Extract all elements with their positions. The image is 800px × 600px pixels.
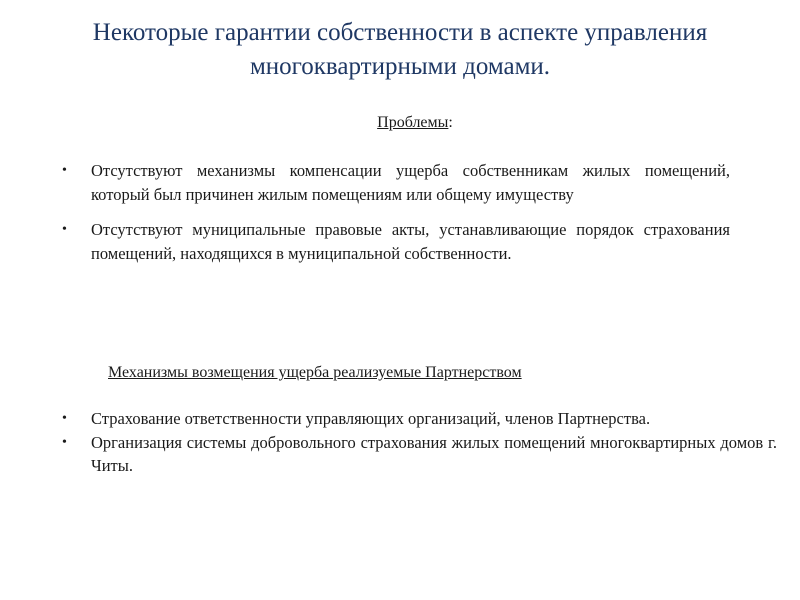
problems-list (62, 159, 730, 265)
mechanism-item (62, 431, 777, 478)
problem-item-text: Отсутствуют механизмы компенсации ущерба собственникам жилых помещений, который был причинен жилым помещениям или общему имуществу (91, 161, 730, 204)
problems-heading (0, 113, 800, 133)
bullet-icon: • (62, 411, 67, 426)
problem-item (62, 218, 730, 265)
mechanism-item-text: Страхование ответственности управляющих организаций, членов Партнерства. (91, 409, 651, 428)
mechanism-item-text: Организация системы добровольного страхования жилых помещений многоквартирных домов г. Читы. (91, 432, 777, 475)
mechanism-item (62, 407, 777, 431)
mechanisms-heading (108, 363, 522, 383)
problem-item-text: Отсутствуют муниципальные правовые акты, устанавливающие порядок страхования помещений, находящихся в муниципальной собственности. (91, 220, 730, 263)
slide-title: Некоторые гарантии собственности в аспекте управления многоквартирными домами. (92, 19, 708, 80)
bullet-icon: • (62, 434, 67, 450)
problems-heading-colon: : (448, 114, 453, 131)
mechanisms-heading-text: Механизмы возмещения ущерба реализуемые Партнерством (108, 364, 522, 381)
mechanisms-list (62, 407, 777, 478)
bullet-icon: • (62, 222, 67, 237)
problems-heading-text: Проблемы (377, 114, 449, 131)
bullet-icon: • (62, 163, 67, 178)
problem-item (62, 159, 730, 206)
